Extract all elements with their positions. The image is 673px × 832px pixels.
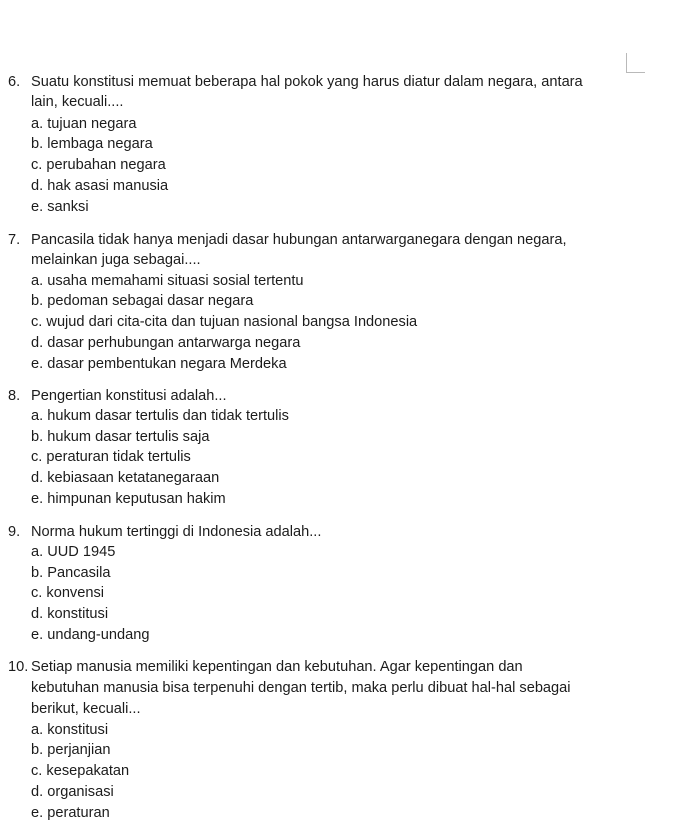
question-text-line: Pengertian konstitusi adalah... — [31, 388, 227, 404]
question-number: 6. — [8, 74, 21, 90]
option-e: e. undang-undang — [31, 627, 150, 643]
question-text-line: Norma hukum tertinggi di Indonesia adalah... — [31, 524, 322, 540]
option-b: b. pedoman sebagai dasar negara — [31, 293, 254, 309]
option-a: a. UUD 1945 — [31, 544, 116, 560]
option-a: a. konstitusi — [31, 722, 109, 738]
question-number: 8. — [8, 388, 21, 404]
option-b: b. Pancasila — [31, 565, 111, 581]
option-e: e. sanksi — [31, 199, 89, 215]
option-b: b. hukum dasar tertulis saja — [31, 429, 210, 445]
option-c: c. perubahan negara — [31, 157, 166, 173]
option-e: e. peraturan — [31, 805, 110, 821]
option-d: d. dasar perhubungan antarwarga negara — [31, 335, 301, 351]
option-c: c. wujud dari cita-cita dan tujuan nasional bangsa Indonesia — [31, 314, 418, 330]
question-text-line: berikut, kecuali... — [31, 701, 141, 717]
option-e: e. dasar pembentukan negara Merdeka — [31, 356, 287, 372]
option-c: c. peraturan tidak tertulis — [31, 449, 191, 465]
option-a: a. tujuan negara — [31, 116, 137, 132]
option-a: a. usaha memahami situasi sosial tertentu — [31, 273, 304, 289]
option-d: d. konstitusi — [31, 606, 109, 622]
question-text-line: kebutuhan manusia bisa terpenuhi dengan tertib, maka perlu dibuat hal-hal sebagai — [31, 680, 571, 696]
option-b: b. lembaga negara — [31, 136, 153, 152]
question-number: 7. — [8, 232, 21, 248]
question-number: 10. — [8, 659, 29, 675]
option-c: c. kesepakatan — [31, 763, 130, 779]
page-corner-mark — [626, 53, 645, 73]
question-text-line: melainkan juga sebagai.... — [31, 252, 201, 268]
question-text-line: Setiap manusia memiliki kepentingan dan kebutuhan. Agar kepentingan dan — [31, 659, 523, 675]
option-d: d. organisasi — [31, 784, 114, 800]
question-text-line: Suatu konstitusi memuat beberapa hal pokok yang harus diatur dalam negara, antara — [31, 74, 583, 90]
option-c: c. konvensi — [31, 585, 105, 601]
option-d: d. hak asasi manusia — [31, 178, 169, 194]
question-text-line: Pancasila tidak hanya menjadi dasar hubungan antarwarganegara dengan negara, — [31, 232, 567, 248]
option-b: b. perjanjian — [31, 742, 111, 758]
question-number: 9. — [8, 524, 21, 540]
option-e: e. himpunan keputusan hakim — [31, 491, 226, 507]
option-a: a. hukum dasar tertulis dan tidak tertulis — [31, 408, 289, 424]
question-text-line: lain, kecuali.... — [31, 94, 124, 110]
option-d: d. kebiasaan ketatanegaraan — [31, 470, 220, 486]
